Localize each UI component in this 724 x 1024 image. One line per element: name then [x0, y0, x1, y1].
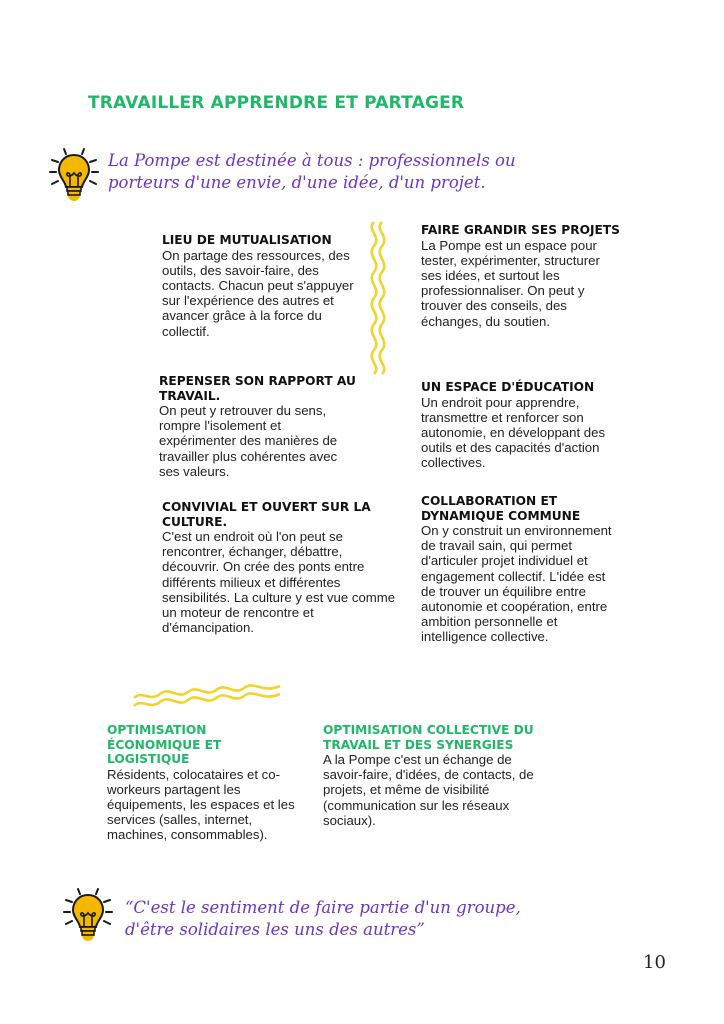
block-text: On peut y retrouver du sens, rompre l'isolement et expérimenter des manières de travailler plus cohérentes avec ses valeurs.: [159, 403, 338, 479]
info-block-rapport-travail: [159, 374, 359, 479]
page-number: 10: [643, 952, 666, 973]
block-heading: COLLABORATION ET DYNAMIQUE COMMUNE: [421, 494, 581, 523]
lightbulb-icon: [58, 880, 118, 944]
block-heading: OPTIMISATION ÉCONOMIQUE ET LOGISTIQUE: [107, 723, 222, 766]
info-block-optimisation-collective: [323, 723, 553, 828]
block-heading: UN ESPACE D'ÉDUCATION: [421, 380, 595, 394]
block-text: On y construit un environnement de travail sain, qui permet d'articuler projet individuel et engagement collectif. L'idée est de trouver un équilibre entre autonomie et coopération, entre ambition personnelle et intelligence collective.: [421, 523, 612, 645]
wavy-lines-horizontal-decoration: [132, 682, 282, 710]
block-heading: LIEU DE MUTUALISATION: [162, 233, 332, 247]
intro-quote: La Pompe est destinée à tous : professionnels ou porteurs d'une envie, d'une idée, d'un projet.: [108, 151, 516, 192]
block-heading: CONVIVIAL ET OUVERT SUR LA CULTURE.: [162, 500, 371, 529]
block-text: A la Pompe c'est un échange de savoir-faire, d'idées, de contacts, de projets, et même de visibilité (communication sur les réseaux sociaux).: [323, 752, 534, 828]
block-heading: FAIRE GRANDIR SES PROJETS: [421, 223, 620, 237]
info-block-projets: [421, 223, 621, 329]
info-block-mutualisation: [162, 233, 362, 339]
block-heading: REPENSER SON RAPPORT AU TRAVAIL.: [159, 374, 356, 403]
page-title: TRAVAILLER APPRENDRE ET PARTAGER: [88, 93, 465, 113]
info-block-convivial: [162, 500, 398, 635]
lightbulb-icon: [44, 140, 104, 204]
block-text: On partage des ressources, des outils, des savoir-faire, des contacts. Chacun peut s'appuyer sur l'expérience des autres et avancer grâce à la force du collectif.: [162, 247, 354, 339]
info-block-collaboration: [421, 494, 621, 645]
block-text: C'est un endroit où l'on peut se rencontrer, échanger, débattre, découvrir. On crée des ponts entre différents milieux et différentes sensibilités. La culture y est vue comme un moteur de rencontre et d'émancipation.: [162, 529, 396, 636]
info-block-education: [421, 380, 621, 471]
block-text: Résidents, colocataires et co-workeurs partagent les équipements, les espaces et les services (salles, internet, machines, consommables).: [107, 766, 295, 843]
block-text: La Pompe est un espace pour tester, expérimenter, structurer ses idées, et surtout les professionnaliser. On peut y trouver des conseils, des échanges, du soutien.: [421, 237, 600, 329]
info-block-optimisation-economique: [107, 723, 307, 843]
block-heading: OPTIMISATION COLLECTIVE DU TRAVAIL ET DES SYNERGIES: [323, 723, 534, 752]
block-text: Un endroit pour apprendre, transmettre et renforcer son autonomie, en développant des outils et des capacités d'action collectives.: [421, 394, 606, 471]
wavy-lines-vertical-decoration: [360, 220, 400, 375]
closing-quote: “C'est le sentiment de faire partie d'un groupe, d'être solidaires les uns des autres”: [125, 898, 521, 939]
